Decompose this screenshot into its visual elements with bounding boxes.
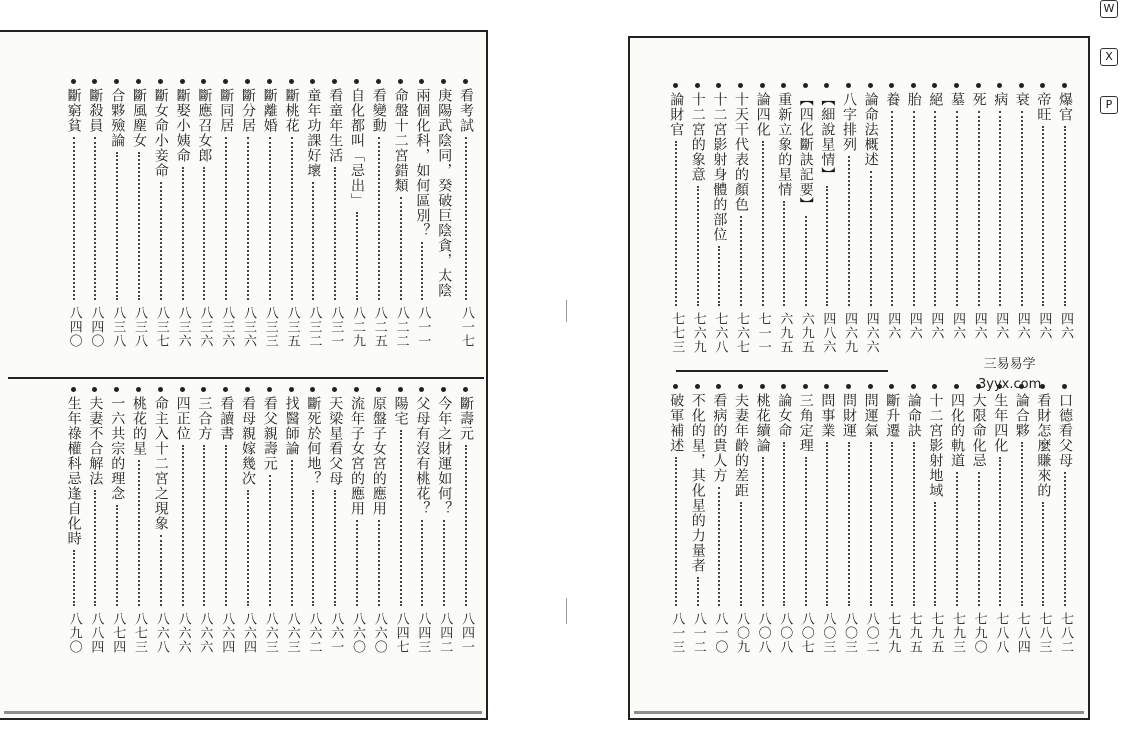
toc-entry-title: 生年祿權科忌逢自化時: [65, 396, 82, 546]
toc-entry-title: 庚陽武陰同，癸破巨陰貪，太陰: [436, 88, 453, 298]
leader-dots: [138, 460, 140, 606]
entry-bullet: [398, 387, 403, 392]
toc-entry-title: 十二宮的象意: [689, 92, 706, 182]
toc-entry-title: 大限命化忌: [970, 393, 987, 468]
leader-dots: [762, 141, 764, 306]
leader-dots: [675, 457, 677, 606]
leader-dots: [269, 137, 271, 300]
leader-dots: [870, 442, 872, 606]
leader-dots: [1064, 472, 1066, 606]
toc-entry-title: 口德看父母: [1057, 393, 1073, 468]
entry-bullet: [803, 83, 808, 88]
toc-entry-page: 八三三: [262, 306, 278, 348]
leader-dots: [978, 472, 980, 606]
toc-entry-page: 八三五: [284, 306, 300, 348]
toc-entry-page: 七九九: [885, 612, 901, 654]
toc-entry-title: 原盤子女宮的應用: [370, 396, 387, 516]
toc-entry-page: 七九三: [950, 612, 965, 654]
toc-entry-page: 七九五: [906, 612, 922, 654]
entry-bullet: [376, 79, 381, 84]
toc-entry-page: 八六〇: [371, 612, 387, 654]
leader-dots: [160, 182, 162, 300]
leader-dots: [356, 212, 358, 300]
toc-entry-page: 八三一: [328, 306, 344, 348]
leader-dots: [203, 167, 205, 300]
gutter-mark: [566, 598, 567, 624]
leader-dots: [1064, 126, 1066, 306]
leader-dots: [291, 137, 293, 300]
leader-dots: [805, 216, 807, 306]
leader-dots: [956, 111, 958, 306]
entry-bullet: [136, 387, 141, 392]
toc-entry-page: 八四七: [393, 612, 409, 654]
toc-entry-title: 死: [970, 92, 987, 107]
toc-entry-page: 八六四: [241, 612, 256, 654]
toc-entry-title: 陽宅: [392, 396, 409, 426]
leader-dots: [826, 442, 828, 606]
entry-bullet: [245, 79, 250, 84]
toc-entry-page: 四六: [1058, 312, 1073, 340]
toc-entry-page: 八〇九: [734, 612, 749, 654]
toc-entry-title: 論財官: [668, 92, 685, 137]
entry-bullet: [846, 83, 851, 88]
leader-dots: [465, 137, 467, 300]
toc-entry-title: 一六共宗的理念: [109, 396, 126, 501]
toc-entry-page: 四六: [993, 312, 1009, 340]
entry-bullet: [463, 79, 468, 84]
entry-bullet: [180, 387, 185, 392]
entry-bullet: [1062, 384, 1067, 389]
entry-bullet: [760, 83, 765, 88]
toc-entry-page: 八七三: [132, 612, 147, 654]
leader-dots: [334, 167, 336, 300]
toc-entry-title: 八字排列: [841, 92, 857, 152]
leader-dots: [891, 111, 893, 306]
toc-entry-page: 八四三: [415, 612, 431, 654]
leader-dots: [225, 137, 227, 300]
toc-entry-page: 四六: [906, 312, 922, 340]
entry-bullet: [868, 83, 873, 88]
leader-dots: [247, 137, 249, 300]
toc-entry-title: 斷風塵女: [131, 88, 147, 148]
toc-entry-page: 八二二: [393, 306, 409, 348]
toc-entry-title: 三合方: [196, 396, 213, 441]
toc-entry-title: 十天干代表的顏色: [733, 92, 749, 212]
excel-icon[interactable]: X: [1100, 48, 1118, 66]
leader-dots: [378, 137, 380, 300]
toc-entry-page: 八三七: [153, 306, 169, 348]
leader-dots: [421, 242, 423, 300]
toc-entry-title: 生年四化: [992, 393, 1009, 453]
entry-bullet: [738, 384, 743, 389]
leader-dots: [94, 137, 96, 300]
leader-dots: [465, 445, 467, 606]
entry-bullet: [463, 387, 468, 392]
toc-entry-page: 四六: [1036, 312, 1052, 340]
entry-bullet: [1062, 83, 1067, 88]
leader-dots: [718, 246, 720, 306]
toc-entry-page: 七六九: [690, 312, 706, 354]
entry-bullet: [354, 79, 359, 84]
toc-entry-title: 看童年生活: [327, 88, 344, 163]
toc-entry-page: 四八六: [820, 312, 836, 354]
leader-dots: [1021, 442, 1023, 606]
toc-entry-page: 六九五: [798, 312, 814, 354]
toc-entry-title: 斷應召女郎: [196, 88, 213, 163]
toc-entry-page: 八〇三: [820, 612, 836, 654]
leader-dots: [805, 457, 807, 606]
toc-entry-title: 合夥殮論: [109, 88, 126, 148]
toc-entry-title: 看母親嫁幾次: [240, 396, 256, 486]
toc-entry-title: 天梁星看父母: [327, 396, 344, 486]
toc-entry-title: 四化的軌道: [949, 393, 965, 468]
toc-entry-title: 看病的貴人方: [711, 393, 728, 483]
toc-entry-title: 斷娶小姨命: [174, 88, 191, 163]
toc-entry-page: 八〇二: [863, 612, 879, 654]
leader-dots: [675, 141, 677, 306]
toc-entry-page: 八六六: [175, 612, 191, 654]
toc-entry-page: 四六: [971, 312, 987, 340]
toc-entry-page: 八〇三: [842, 612, 857, 654]
leader-dots: [421, 520, 423, 606]
toc-entry-title: 看財怎麼賺來的: [1035, 393, 1052, 498]
toc-entry-title: 看變動: [370, 88, 387, 133]
entry-bullet: [267, 387, 272, 392]
toc-entry-page: 八三六: [219, 306, 235, 348]
toc-entry-title: 桃花續論: [754, 393, 771, 453]
entry-bullet: [954, 83, 959, 88]
toc-entry-page: 八四二: [437, 612, 453, 654]
leader-dots: [934, 111, 936, 306]
entry-bullet: [976, 83, 981, 88]
toc-entry-title: 斷殺員: [87, 88, 104, 133]
toc-entry-title: 十二宮影射身體的部位: [711, 92, 728, 242]
toc-entry-title: 流年子女宮的應用: [349, 396, 365, 516]
toc-entry-page: 八八四: [88, 612, 104, 654]
leader-dots: [956, 472, 958, 606]
toc-entry-title: 找醫師論: [283, 396, 300, 456]
entry-bullet: [245, 387, 250, 392]
leader-dots: [400, 197, 402, 300]
toc-entry-title: 【細說星情】: [819, 92, 836, 182]
leader-dots: [160, 535, 162, 606]
toc-entry-title: 不化的星，其化星的力量者: [689, 393, 706, 573]
entry-bullet: [158, 79, 163, 84]
leader-dots: [356, 520, 358, 606]
leader-dots: [312, 182, 314, 300]
leader-dots: [312, 490, 314, 606]
toc-entry-title: 父母有沒有桃花？: [414, 396, 431, 516]
toc-entry-page: 七六七: [734, 312, 749, 354]
toc-entry-title: 養: [884, 92, 901, 107]
leader-dots: [116, 152, 118, 300]
toc-entry-title: 十二宮影射地域: [927, 393, 944, 498]
toc-entry-page: 七八八: [993, 612, 1009, 654]
leader-dots: [138, 152, 140, 300]
leader-dots: [116, 505, 118, 606]
toc-entry-title: 斷女命小妾命: [152, 88, 169, 178]
toc-entry-title: 論合夥: [1013, 393, 1030, 438]
toc-entry-title: 病: [992, 92, 1009, 107]
toc-entry-title: 衰: [1013, 92, 1030, 107]
toc-entry-title: 看父親壽元: [261, 396, 278, 471]
toc-entry-title: 重新立象的星情: [776, 92, 793, 197]
watermark: [978, 355, 1041, 395]
toc-entry-page: 八六六: [197, 612, 213, 654]
toc-entry-title: 問事業: [819, 393, 836, 438]
right-section-divider: [676, 370, 888, 372]
leader-dots: [740, 216, 742, 306]
toc-entry-title: 胎: [905, 92, 922, 107]
toc-entry-page: 八九〇: [66, 612, 82, 654]
toc-entry-title: 四正位: [174, 396, 191, 441]
leader-dots: [182, 445, 184, 606]
toc-entry-title: 墓: [949, 92, 965, 107]
entry-bullet: [738, 83, 743, 88]
entry-bullet: [71, 79, 76, 84]
word-icon[interactable]: W: [1100, 0, 1118, 18]
toc-entry-title: 論女命: [776, 393, 793, 438]
leader-dots: [783, 442, 785, 606]
leader-dots: [762, 457, 764, 606]
toc-entry-title: 絕: [927, 92, 944, 107]
leader-dots: [378, 520, 380, 606]
toc-entry-page: 八七四: [110, 612, 126, 654]
toc-entry-title: 破軍補述: [668, 393, 685, 453]
toc-entry-page: 八四一: [459, 612, 474, 654]
toc-entry-page: 七八三: [1036, 612, 1052, 654]
toc-entry-title: 童年功課好壞: [305, 88, 322, 178]
toc-entry-page: 七八二: [1058, 612, 1073, 654]
toc-entry-title: 夫妻年齡的差距: [733, 393, 749, 498]
gutter-mark: [566, 300, 567, 322]
toc-entry-title: 斷桃花: [283, 88, 300, 133]
toc-entry-page: 八〇八: [755, 612, 771, 654]
toc-entry-title: 今年之財運如何？: [436, 396, 453, 516]
toc-entry-page: 八三六: [175, 306, 191, 348]
entry-bullet: [760, 384, 765, 389]
toc-entry-title: 帝旺: [1035, 92, 1052, 122]
toc-entry-page: 八六二: [306, 612, 322, 654]
toc-entry-page: 八六八: [153, 612, 169, 654]
toc-entry-page: 八三六: [197, 306, 213, 348]
leader-dots: [848, 442, 850, 606]
leader-dots: [443, 520, 445, 606]
toc-entry-title: 斷分居: [240, 88, 256, 133]
toc-entry-page: 六九五: [777, 312, 793, 354]
toc-entry-page: 四六: [928, 312, 944, 340]
leader-dots: [913, 111, 915, 306]
entry-bullet: [868, 384, 873, 389]
leader-dots: [400, 430, 402, 606]
leader-dots: [291, 460, 293, 606]
toc-entry-page: 八三八: [132, 306, 147, 348]
toc-entry-title: 三角定理: [797, 393, 814, 453]
leader-dots: [999, 111, 1001, 306]
toc-entry-page: 八三八: [110, 306, 126, 348]
toc-entry-page: 八二九: [350, 306, 365, 348]
entry-bullet: [911, 83, 916, 88]
toc-entry-title: 爆官: [1057, 92, 1073, 122]
toc-entry-page: 八一三: [669, 612, 685, 654]
entry-bullet: [376, 387, 381, 392]
entry-bullet: [289, 79, 294, 84]
leader-dots: [934, 502, 936, 606]
toc-entry-page: 八四〇: [88, 306, 104, 348]
toc-entry-title: 論命訣: [905, 393, 922, 438]
toc-entry-title: 自化都叫「忌出」: [349, 88, 365, 208]
toc-entry-title: 命盤十二宮錯類: [392, 88, 409, 193]
toc-entry-title: 斷離婚: [261, 88, 278, 133]
toc-entry-title: 斷同居: [218, 88, 235, 133]
toc-entry-page: 四六六: [863, 312, 879, 354]
leader-dots: [697, 186, 699, 306]
leader-dots: [826, 186, 828, 306]
leader-dots: [334, 490, 336, 606]
entry-bullet: [846, 384, 851, 389]
toc-entry-page: 八一一: [415, 306, 431, 348]
toc-entry-page: 四六九: [842, 312, 857, 354]
toc-entry-page: 八六一: [328, 612, 344, 654]
leader-dots: [891, 442, 893, 606]
toc-entry-page: 七八四: [1014, 612, 1030, 654]
toc-entry-page: 七七三: [669, 312, 685, 354]
toc-entry-page: 八一二: [690, 612, 706, 654]
entry-bullet: [180, 79, 185, 84]
toc-entry-title: 【四化斷訣記要】: [797, 92, 814, 212]
leader-dots: [783, 201, 785, 306]
leader-dots: [203, 445, 205, 606]
leader-dots: [718, 487, 720, 606]
toc-entry-page: 七九五: [928, 612, 944, 654]
toc-entry-title: 論命法概述: [862, 92, 879, 167]
leader-dots: [978, 111, 980, 306]
toc-entry-page: 八二五: [371, 306, 387, 348]
toc-entry-page: 七六八: [712, 312, 728, 354]
toc-entry-page: 七九〇: [971, 612, 987, 654]
entry-bullet: [158, 387, 163, 392]
leader-dots: [94, 490, 96, 606]
leader-dots: [848, 156, 850, 306]
leader-dots: [999, 457, 1001, 606]
toc-entry-title: 論四化: [754, 92, 771, 137]
powerpoint-icon[interactable]: P: [1100, 96, 1118, 114]
entry-bullet: [695, 384, 700, 389]
entry-bullet: [267, 79, 272, 84]
toc-entry-title: 斷死於何地？: [305, 396, 322, 486]
leader-dots: [73, 137, 75, 300]
toc-entry-title: 命主入十二宮之現象: [152, 396, 169, 531]
toc-entry-title: 夫妻不合解法: [87, 396, 104, 486]
entry-bullet: [911, 384, 916, 389]
toc-entry-title: 桃花的星: [131, 396, 147, 456]
toc-entry-page: 八六〇: [350, 612, 365, 654]
toc-entry-title: 看考試: [458, 88, 474, 133]
leader-dots: [870, 171, 872, 306]
left-section-divider: [8, 377, 484, 379]
leader-dots: [1021, 111, 1023, 306]
entry-bullet: [1019, 83, 1024, 88]
toc-entry-page: 八三六: [241, 306, 256, 348]
entry-bullet: [354, 387, 359, 392]
watermark-url: 3yyx.com: [978, 377, 1042, 392]
toc-entry-title: 看讀書: [218, 396, 235, 441]
leader-dots: [1042, 126, 1044, 306]
leader-dots: [182, 167, 184, 300]
leader-dots: [247, 490, 249, 606]
toc-entry-page: 八〇八: [777, 612, 793, 654]
watermark-chinese: 三易易学: [983, 357, 1036, 372]
toc-entry-title: 斷升遷: [884, 393, 901, 438]
entry-bullet: [71, 387, 76, 392]
toc-entry-title: 斷窮貧: [65, 88, 82, 133]
toc-entry-page: 四六: [950, 312, 965, 340]
entry-bullet: [695, 83, 700, 88]
toc-entry-page: 八六四: [219, 612, 235, 654]
entry-bullet: [136, 79, 141, 84]
toc-entry-title: 問運氣: [862, 393, 879, 438]
toc-entry-page: 八一七: [459, 306, 474, 348]
entry-bullet: [954, 384, 959, 389]
toc-entry-page: 七一一: [755, 312, 771, 354]
leader-dots: [913, 442, 915, 606]
toc-entry-title: 兩個化科，如何區別？: [414, 88, 431, 238]
toc-entry-page: 四六: [885, 312, 901, 340]
toc-entry-title: 問財運: [841, 393, 857, 438]
toc-entry-page: 八六三: [284, 612, 300, 654]
entry-bullet: [398, 79, 403, 84]
leader-dots: [1042, 502, 1044, 606]
toc-entry-page: 八四〇: [66, 306, 82, 348]
toc-entry-page: 八〇七: [798, 612, 814, 654]
entry-bullet: [289, 387, 294, 392]
leader-dots: [73, 550, 75, 606]
leader-dots: [697, 577, 699, 606]
leader-dots: [740, 502, 742, 606]
leader-dots: [269, 475, 271, 606]
entry-bullet: [803, 384, 808, 389]
toc-entry-page: 八一〇: [712, 612, 728, 654]
toc-entry-page: 八六三: [262, 612, 278, 654]
toc-entry-page: 四六: [1014, 312, 1030, 340]
toc-entry-title: 斷壽元: [458, 396, 474, 441]
leader-dots: [225, 445, 227, 606]
toc-entry-page: 八三二: [306, 306, 322, 348]
